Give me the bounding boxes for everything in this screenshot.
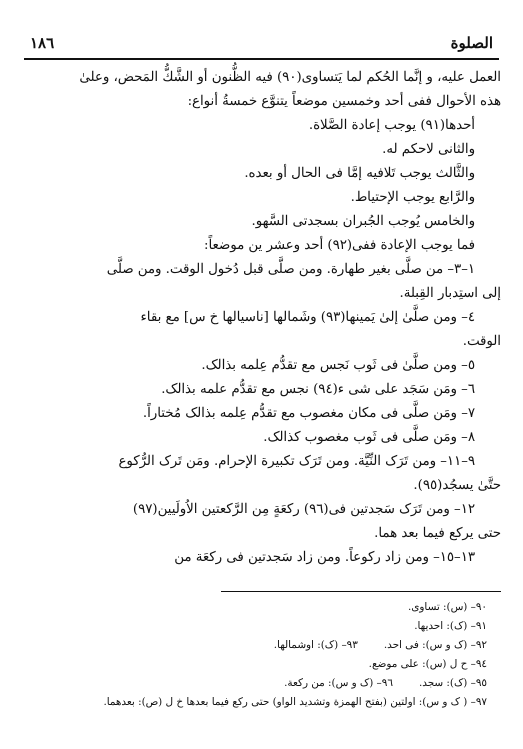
text-line: حتى يركع فيما بعد هما. — [374, 526, 501, 541]
text-line: والخامس يُوجب الجُبران بسجدتى السَّهو. — [251, 214, 475, 229]
footnote-95: ٩٥– (ک): سجد. — [418, 677, 487, 689]
footnote-90: ٩٠– (س): تساوى. — [407, 601, 487, 613]
header-rule — [24, 58, 499, 60]
text-line: أحدها(٩١) يوجب إعادة الصَّلاة. — [308, 118, 475, 133]
text-line: ٨– ومَن صلَّى فى ثَوب مغصوب كذالک. — [263, 430, 475, 445]
footnote-rule — [221, 591, 501, 592]
text-line: ١–٣– من صلَّى بغير طهارة. ومن صلَّى قبل دُخول الوقت. ومن صلَّى — [106, 262, 475, 277]
footnote-92: ٩٢– (ک و س): فى احد. — [383, 639, 487, 651]
text-line: فما يوجب الإعادة ففى(٩٢) أحد وعشر ين موضعاً: — [203, 238, 475, 253]
text-line: والرَّابع يوجب الإحتياط. — [350, 190, 475, 205]
footnote-97: ٩٧– ( ک و س): اولتين (بفتح الهمزة وتشديد الواو) حتى ركع فيما بعدها خ ل (ص): بعدهما. — [103, 696, 487, 708]
page-number: ١٨٦ — [30, 34, 55, 52]
text-line: ١٣–١٥– ومن زاد ركوعاً. ومن زاد سَجدتين فى ركعَة من — [174, 550, 475, 565]
page-header — [30, 30, 493, 56]
footnotes — [22, 598, 487, 712]
footnote-94: ٩٤– ح ل (س): على موضع. — [368, 658, 487, 670]
footnote-93: ٩٣– (ک): اوشمالها. — [273, 639, 358, 651]
text-line: ٩–١١– ومن تَرَک النِّيَّة. ومن تَرَک تكبيرة الإحرام. ومَن تَرک الرُّكوع — [118, 454, 475, 469]
text-line: الوقت. — [462, 334, 501, 349]
text-line: ٤– ومن صلَّىٰ إلىٰ يَمينها(٩٣) وشَمالها [ناسيالها خ س] مع بقاء — [140, 310, 475, 325]
footnote-row — [22, 674, 487, 693]
footnote-91: ٩١– (ک): احديها. — [414, 620, 487, 632]
text-line: والثانى لاحكم له. — [382, 142, 475, 157]
text-line: ٧– ومَن صلَّى فى مكان مغصوب مع تقدُّم عِلمه بذالک مُختاراً. — [142, 406, 475, 421]
footnote-row — [22, 636, 487, 655]
text-line: إلى استِدبار القِبلة. — [399, 286, 501, 301]
text-line: ٥– ومن صلَّىٰ فى ثَوب نَجس مع تقدُّم عِلمه بذالک. — [201, 358, 475, 373]
text-line: والثَّالث يوجب تَلافيه إمَّا فى الحال أو بعده. — [244, 166, 475, 181]
running-title: الصلوة — [450, 34, 493, 52]
text-line: هذه الأحوال ففى أحد وخمسين موضعاً يتنوَّع خمسةُ أنواع: — [187, 94, 501, 109]
text-line: العمل عليه، و إنَّما الحُكم لما يَتساوى(٩٠) فيه الظُّنون أو الشَّكُّ المَحض، وعلىٰ — [79, 70, 501, 85]
text-line: ١٢– ومن تَرَک سَجدتين فى(٩٦) ركعَةٍ مِن الرَّكعتين الاُولَيين(٩٧) — [132, 502, 475, 517]
text-line: ٦– ومَن سَجَد على شى ء(٩٤) نجس مع تقدُّم علمه بذالک. — [161, 382, 475, 397]
text-line: حتَّىٰ يسجُد(٩٥). — [413, 478, 501, 493]
main-text — [22, 66, 501, 570]
footnote-96: ٩٦– (ک و س): من ركعة. — [284, 677, 393, 689]
